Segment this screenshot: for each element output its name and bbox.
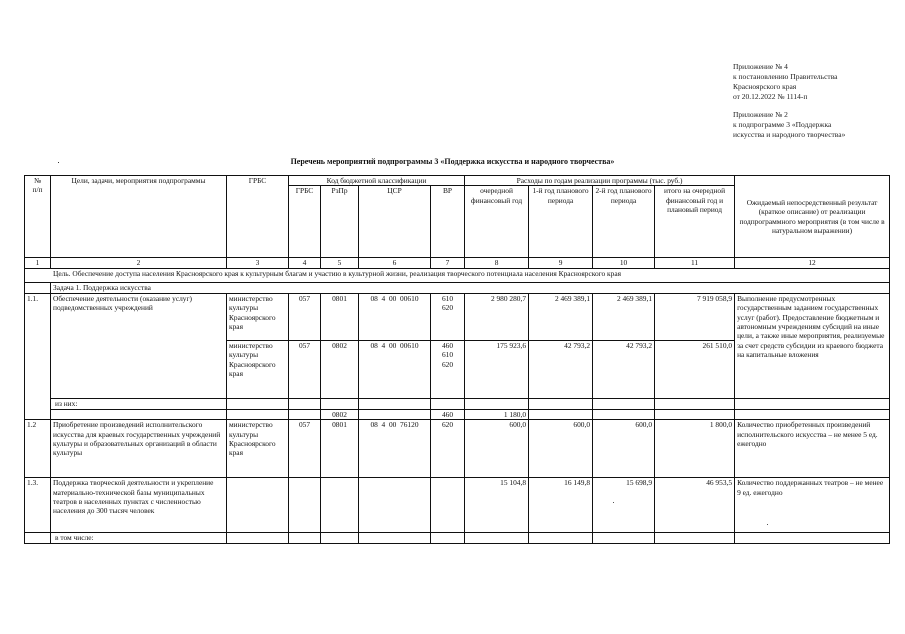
amount-year-1: 42 793,2 bbox=[529, 340, 593, 398]
grbs-name: министерство культуры Красноярского края bbox=[227, 340, 289, 398]
rzpr-code: 0802 bbox=[321, 409, 359, 419]
vr-code: 460 bbox=[431, 409, 465, 419]
table-row bbox=[25, 398, 890, 409]
csr-code: 08 4 00 00610 bbox=[359, 293, 431, 340]
table-row bbox=[25, 293, 890, 340]
csr-code: 08 4 00 76120 bbox=[359, 420, 431, 478]
vr-code: 460 610 620 bbox=[431, 340, 465, 398]
rzpr-code: 0801 bbox=[321, 293, 359, 340]
vr-code: 610 620 bbox=[431, 293, 465, 340]
grbs-code: 057 bbox=[289, 293, 321, 340]
col-header-csr: ЦСР bbox=[359, 186, 431, 258]
amount-year-2: 15 698,9 bbox=[593, 478, 655, 533]
amount-year-2: 2 469 389,1 bbox=[593, 293, 655, 340]
col-header-vr: ВР bbox=[431, 186, 465, 258]
column-number: 3 bbox=[227, 258, 289, 268]
of-which-label: из них: bbox=[51, 398, 227, 409]
task-row bbox=[25, 282, 890, 293]
amount-year-2: 600,0 bbox=[593, 420, 655, 478]
row-number: 1.2 bbox=[25, 420, 51, 478]
appendix-line: Красноярского края bbox=[733, 82, 797, 91]
amount-year-1: 2 469 389,1 bbox=[529, 293, 593, 340]
amount-year-1: 16 149,8 bbox=[529, 478, 593, 533]
col-header-expenses: Расходы по годам реализации программы (тыс. руб.) bbox=[465, 176, 735, 186]
column-number: 10 bbox=[593, 258, 655, 268]
including-label: в том числе: bbox=[51, 533, 227, 544]
col-header-year-1: 1-й год планового периода bbox=[529, 186, 593, 258]
table-row bbox=[25, 533, 890, 544]
col-header-grbs-code: ГРБС bbox=[289, 186, 321, 258]
col-header-budget-code: Код бюджетной классификации bbox=[289, 176, 465, 186]
appendix-note-main bbox=[733, 62, 837, 102]
amount-year-next: 15 104,8 bbox=[465, 478, 529, 533]
expected-result: Количество поддержанных театров – не менее 9 ед. ежегодно bbox=[735, 478, 890, 533]
appendix-line: к подпрограмме 3 «Поддержка bbox=[733, 120, 832, 129]
table-row bbox=[25, 478, 890, 533]
rzpr-code: 0801 bbox=[321, 420, 359, 478]
expected-result: Количество приобретенных произведений исполнительского искусства – не менее 5 ед. ежегодно bbox=[735, 420, 890, 478]
column-number: 11 bbox=[655, 258, 735, 268]
appendix-line: Приложение № 2 bbox=[733, 110, 788, 119]
goal-text: Цель. Обеспечение доступа населения Красноярского края к культурным благам и участию в культурной жизни, реализация творческого потенциала населения Красноярского края bbox=[25, 268, 890, 282]
expected-result: Выполнение предусмотренных государственным заданием государственных услуг (работ). Предоставление бюджетным и автономным учреждениям субсидий на иные цели, а также иные мероприятия, реализуемые за счет средств субсидии из краевого бюджета на капитальные вложения bbox=[735, 293, 890, 398]
row-number: 1.1. bbox=[25, 293, 51, 419]
grbs-code: 057 bbox=[289, 340, 321, 398]
activity-name: Поддержка творческой деятельности и укрепление материально-технической базы муниципальных театров в населенных пунктах с численностью населения до 300 тысяч человек bbox=[51, 478, 227, 533]
column-number-row bbox=[25, 258, 890, 268]
row-number: 1.3. bbox=[25, 478, 51, 533]
col-header-year-next: очередной финансовый год bbox=[465, 186, 529, 258]
amount-year-next: 1 180,0 bbox=[465, 409, 529, 419]
column-number: 6 bbox=[359, 258, 431, 268]
column-number: 8 bbox=[465, 258, 529, 268]
col-header-grbs: ГРБС bbox=[227, 176, 289, 258]
grbs-name: министерство культуры Красноярского края bbox=[227, 293, 289, 340]
col-header-result: Ожидаемый непосредственный результат (краткое описание) от реализации подпрограммного мероприятия (в том числе в натуральном выражении) bbox=[735, 176, 890, 258]
column-number: 2 bbox=[51, 258, 227, 268]
grbs-code: 057 bbox=[289, 420, 321, 478]
activity-name: Обеспечение деятельности (оказание услуг) подведомственных учреждений bbox=[51, 293, 227, 398]
document-title: Перечень мероприятий подпрограммы 3 «Поддержка искусства и народного творчества» bbox=[290, 157, 615, 166]
amount-total: 1 800,0 bbox=[655, 420, 735, 478]
activities-table bbox=[24, 175, 890, 544]
amount-total: 46 953,5 bbox=[655, 478, 735, 533]
header-row bbox=[25, 176, 890, 186]
amount-total: 261 510,0 bbox=[655, 340, 735, 398]
amount-total: 7 919 058,9 bbox=[655, 293, 735, 340]
column-number: 5 bbox=[321, 258, 359, 268]
table-row bbox=[25, 420, 890, 478]
amount-year-2: 42 793,2 bbox=[593, 340, 655, 398]
grbs-name: министерство культуры Красноярского края bbox=[227, 420, 289, 478]
vr-code: 620 bbox=[431, 420, 465, 478]
col-header-rzpr: РзПр bbox=[321, 186, 359, 258]
col-header-num: № п/п bbox=[25, 176, 51, 258]
appendix-line: от 20.12.2022 № 1114-п bbox=[733, 92, 808, 101]
appendix-line: к постановлению Правительства bbox=[733, 72, 838, 81]
activity-name: Приобретение произведений исполнительского искусства для краевых государственных учреждений культуры и образовательных организаций в области культуры bbox=[51, 420, 227, 478]
table-row bbox=[25, 409, 890, 419]
column-number: 4 bbox=[289, 258, 321, 268]
amount-year-1: 600,0 bbox=[529, 420, 593, 478]
appendix-line: Приложение № 4 bbox=[733, 62, 788, 71]
task-text: Задача 1. Поддержка искусства bbox=[51, 282, 890, 293]
appendix-note-sub bbox=[733, 110, 845, 140]
column-number: 12 bbox=[735, 258, 890, 268]
col-header-goals: Цели, задачи, мероприятия подпрограммы bbox=[51, 176, 227, 258]
col-header-total: итого на очередной финансовый год и плановый период bbox=[655, 186, 735, 258]
column-number: 1 bbox=[25, 258, 51, 268]
column-number: 9 bbox=[529, 258, 593, 268]
column-number: 7 bbox=[431, 258, 465, 268]
col-header-year-2: 2-й год планового периода bbox=[593, 186, 655, 258]
goal-row bbox=[25, 268, 890, 282]
appendix-line: искусства и народного творчества» bbox=[733, 130, 846, 139]
csr-code: 08 4 00 00610 bbox=[359, 340, 431, 398]
amount-year-next: 600,0 bbox=[465, 420, 529, 478]
amount-year-next: 2 980 280,7 bbox=[465, 293, 529, 340]
rzpr-code: 0802 bbox=[321, 340, 359, 398]
amount-year-next: 175 923,6 bbox=[465, 340, 529, 398]
